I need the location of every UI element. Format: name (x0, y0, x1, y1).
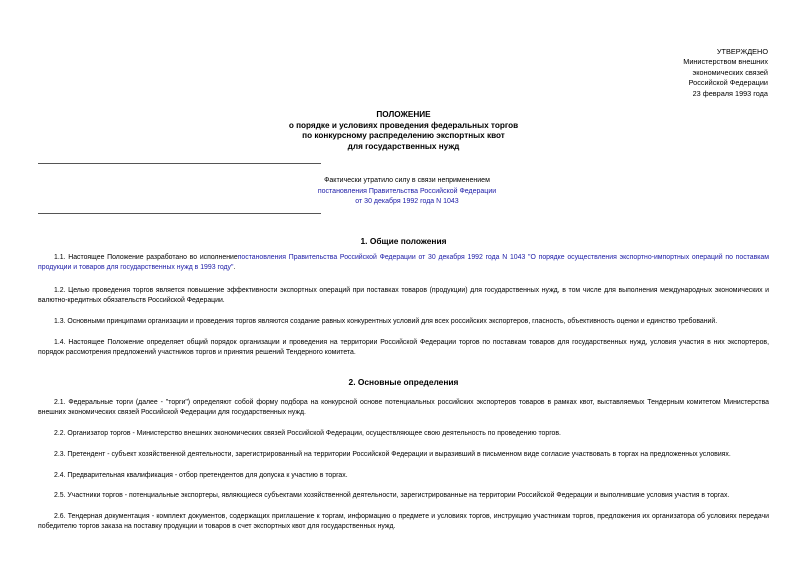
title-line: ПОЛОЖЕНИЕ (376, 110, 431, 119)
section-1-heading: 1. Общие положения (360, 236, 447, 246)
paragraph-2-3: 2.3. Претендент - субъект хозяйственной деятельности, зарегистрированный на территории Российской Федерации и выразивший в письменном виде согласие участвовать в торгах на предложенных условиях. (54, 451, 731, 458)
title-line: о порядке и условиях проведения федеральных торгов (288, 120, 519, 130)
paragraph-2-1: 2.1. Федеральные торги (далее - "торги") определяют собой форму подбора на конкурсной основе потенциальных российских экспортеров товаров в рамках квот, выставляемых Тендерным комитетом Министерства внешних экономических связей Российской Федерации для государственных нужд. (38, 399, 769, 417)
approval-line: экономических связей (692, 67, 768, 77)
status-note-text: Фактически утратило силу в связи неприменением (324, 177, 490, 184)
paragraph-1-1-end: . (233, 264, 236, 272)
paragraph-2-2: 2.2. Организатор торгов - Министерство внешних экономических связей Российской Федерации, осуществляющее свою деятельность по проведению торгов. (54, 430, 561, 437)
approval-heading: УТВЕРЖДЕНО (716, 47, 768, 56)
decree-1043-link[interactable]: постановления Правительства Российской Федерации от 30 декабря 1992 года N 1043 "О порядке осуществления экспортно-импортных операций по поставкам продукции и товаров для государственных нужд в 1993 году" (38, 254, 769, 272)
paragraph-1-2: 1.2. Целью проведения торгов является повышение эффективности экспортных операций при поставках товаров (продукции) для государственных нужд, в том числе для выполнения международных экономических и валютно-кредитных обязательств Российской Федерации. (38, 287, 769, 305)
paragraph-1-3: 1.3. Основными принципами организации и проведения торгов являются создание равных конкурентных условий для всех российских экспортеров, гласность, объективность оценки и единство требований. (54, 318, 718, 325)
approval-line: Российской Федерации (688, 78, 768, 88)
title-line: по конкурсному распределению экспортных квот (302, 131, 505, 141)
approval-stamp (683, 47, 768, 99)
paragraph-1-1 (38, 253, 769, 274)
paragraph-2-5: 2.5. Участники торгов - потенциальные экспортеры, являющиеся субъектами хозяйственной деятельности, зарегистрированные на территории Российской Федерации и выполнившие условия участия в торгах. (54, 492, 730, 499)
top-divider (38, 163, 321, 164)
document-title (0, 110, 807, 152)
status-note (180, 176, 634, 208)
approval-date: 23 февраля 1993 года (692, 88, 768, 98)
paragraph-2-4: 2.4. Предварительная квалификация - отбор претендентов для допуска к участию в торгах. (54, 472, 348, 479)
paragraph-1-1-text: 1.1. Настоящее Положение разработано во исполнение (54, 254, 238, 261)
approval-line: Министерством внешних (683, 57, 768, 67)
paragraph-2-6: 2.6. Тендерная документация - комплект документов, содержащих приглашение к торгам, информацию о предмете и условиях торгов, инструкцию участникам торгов, предложения их организатора об условиях передачи победителю торгов заказа на поставку продукции и товаров в счет экспортных квот для государственных нужд. (38, 513, 769, 531)
title-line: для государственных нужд (347, 141, 460, 151)
bottom-divider (38, 213, 321, 214)
paragraph-1-4: 1.4. Настоящее Положение определяет общий порядок организации и проведения на территории Российской Федерации торгов по поставкам товаров для государственных нужд, условия участия в них экспортеров, порядок рассмотрения предложений участников торгов и принятия решений Тендерного комитета. (38, 339, 769, 357)
section-2-heading: 2. Основные определения (348, 377, 459, 387)
decree-date-link[interactable]: от 30 декабря 1992 года N 1043 (355, 198, 459, 206)
decree-link[interactable]: постановления Правительства Российской Федерации (317, 187, 497, 195)
